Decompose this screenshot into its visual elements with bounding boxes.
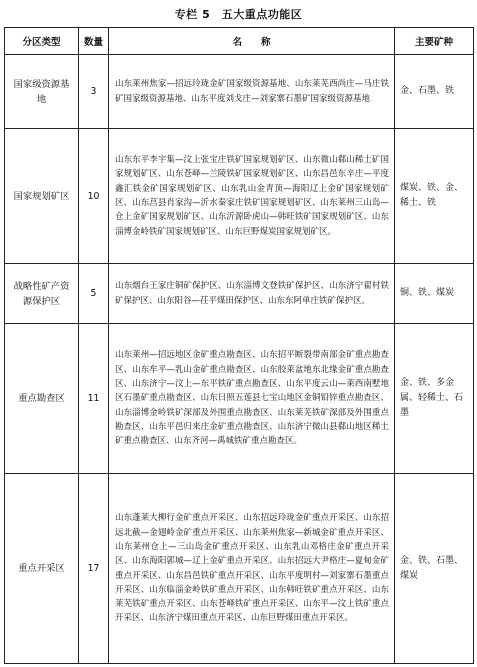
- table-row: [5, 264, 474, 324]
- zone-names-cell: 山东烟台王家庄铜矿保护区、山东淄博文登铁矿保护区、山东济宁翟村铁矿保护区、山东阳谷—茌平煤田保护区、山东东阿单庄铁矿保护区。: [109, 264, 395, 324]
- zone-names-cell: 山东蓬莱大柳行金矿重点开采区、山东招远玲珑金矿重点开采区、山东招远北截—金翅岭金矿重点开采区、山东莱州焦家—新城金矿重点开采区、山东莱州仓上—三山岛金矿重点开采区、山东乳山邓格庄金矿重点开采区、山东海阳郭城—辽上金矿重点开采区、山东招远大尹格庄—夏甸金矿重点开采区、山东昌邑铁矿重点开采区、山东平度明村—刘家寨石墨重点开采区、山东临淄金岭铁矿重点开采区、山东韩旺铁矿重点开采区、山东莱芜铁矿重点开采区、山东苍峄铁矿重点开采区、山东平—汶上铁矿重点开采区、山东济宁煤田重点开采区、山东巨野煤田重点开采区。: [109, 474, 395, 664]
- zone-count-cell: 3: [79, 55, 109, 129]
- zone-count-cell: 5: [79, 264, 109, 324]
- zone-type-cell: 重点开采区: [5, 474, 79, 664]
- table-row: [5, 474, 474, 664]
- zone-type-cell: 战略性矿产资源保护区: [5, 264, 79, 324]
- zone-type-cell: 国家级资源基地: [5, 55, 79, 129]
- header-minerals: 主要矿种: [395, 28, 474, 55]
- zone-minerals-cell: 金、铁、多金属、轻稀土、石墨: [395, 324, 474, 474]
- zone-minerals-cell: 金、石墨、铁: [395, 55, 474, 129]
- zone-names-cell: 山东莱州—招远地区金矿重点勘查区、山东招平断裂带南部金矿重点勘查区、山东牟平—乳山金矿重点勘查区、山东胶莱盆地东北缘金矿重点勘查区、山东济宁—汶上—东平铁矿重点勘查区、山东平度云山—莱西南墅地区石墨矿重点勘查区、山东日照五莲县七宝山地区金铜铅锌重点勘查区、山东淄博金岭铁矿深部及外围重点勘查区、山东莱芜铁矿深部及外围重点勘查区、山东平邑归来庄金矿重点勘查区、山东济宁微山县郗山地区稀土矿重点勘查区、山东齐河—禹城铁矿重点勘查区。: [109, 324, 395, 474]
- table-row: [5, 129, 474, 264]
- table-row: [5, 55, 474, 129]
- table-title: 专栏 5 五大重点功能区: [174, 8, 303, 21]
- zone-minerals-cell: 铜、铁、煤炭: [395, 264, 474, 324]
- header-count: 数量: [79, 28, 109, 55]
- zone-count-cell: 11: [79, 324, 109, 474]
- header-type: 分区类型: [5, 28, 79, 55]
- key-zones-table: [4, 27, 474, 664]
- zone-count-cell: 10: [79, 129, 109, 264]
- zone-count-cell: 17: [79, 474, 109, 664]
- header-row: [5, 28, 474, 55]
- table-row: [5, 324, 474, 474]
- zone-type-cell: 国家规划矿区: [5, 129, 79, 264]
- zone-names-cell: 山东莱州焦家—招远玲珑金矿国家级资源基地、山东莱芜西尚庄—马庄铁矿国家级资源基地、山东平度刘戈庄—刘家寨石墨矿国家级资源基地: [109, 55, 395, 129]
- zone-names-cell: 山东东平李宇集—汶上张宝庄铁矿国家规划矿区、山东微山郗山稀土矿国家规划矿区、山东苍峄—兰陵铁矿国家规划矿区、山东昌邑东辛庄—平度鑫汇铁金矿国家规划矿区、山东乳山金青顶—海阳辽上金矿国家规划矿区、山东莒县肖家沟—沂水秦家庄铁矿国家规划矿区、山东莱州三山岛—仓上金矿国家规划矿区、山东沂源卧虎山—韩旺铁矿国家规划矿区、山东淄博金岭铁矿国家规划矿区、山东巨野煤炭国家规划矿区。: [109, 129, 395, 264]
- zone-type-cell: 重点勘查区: [5, 324, 79, 474]
- zone-minerals-cell: 金、铁、石墨、煤炭: [395, 474, 474, 664]
- zone-minerals-cell: 煤炭、铁、金、稀土、铁: [395, 129, 474, 264]
- header-name: 名 称: [109, 28, 395, 55]
